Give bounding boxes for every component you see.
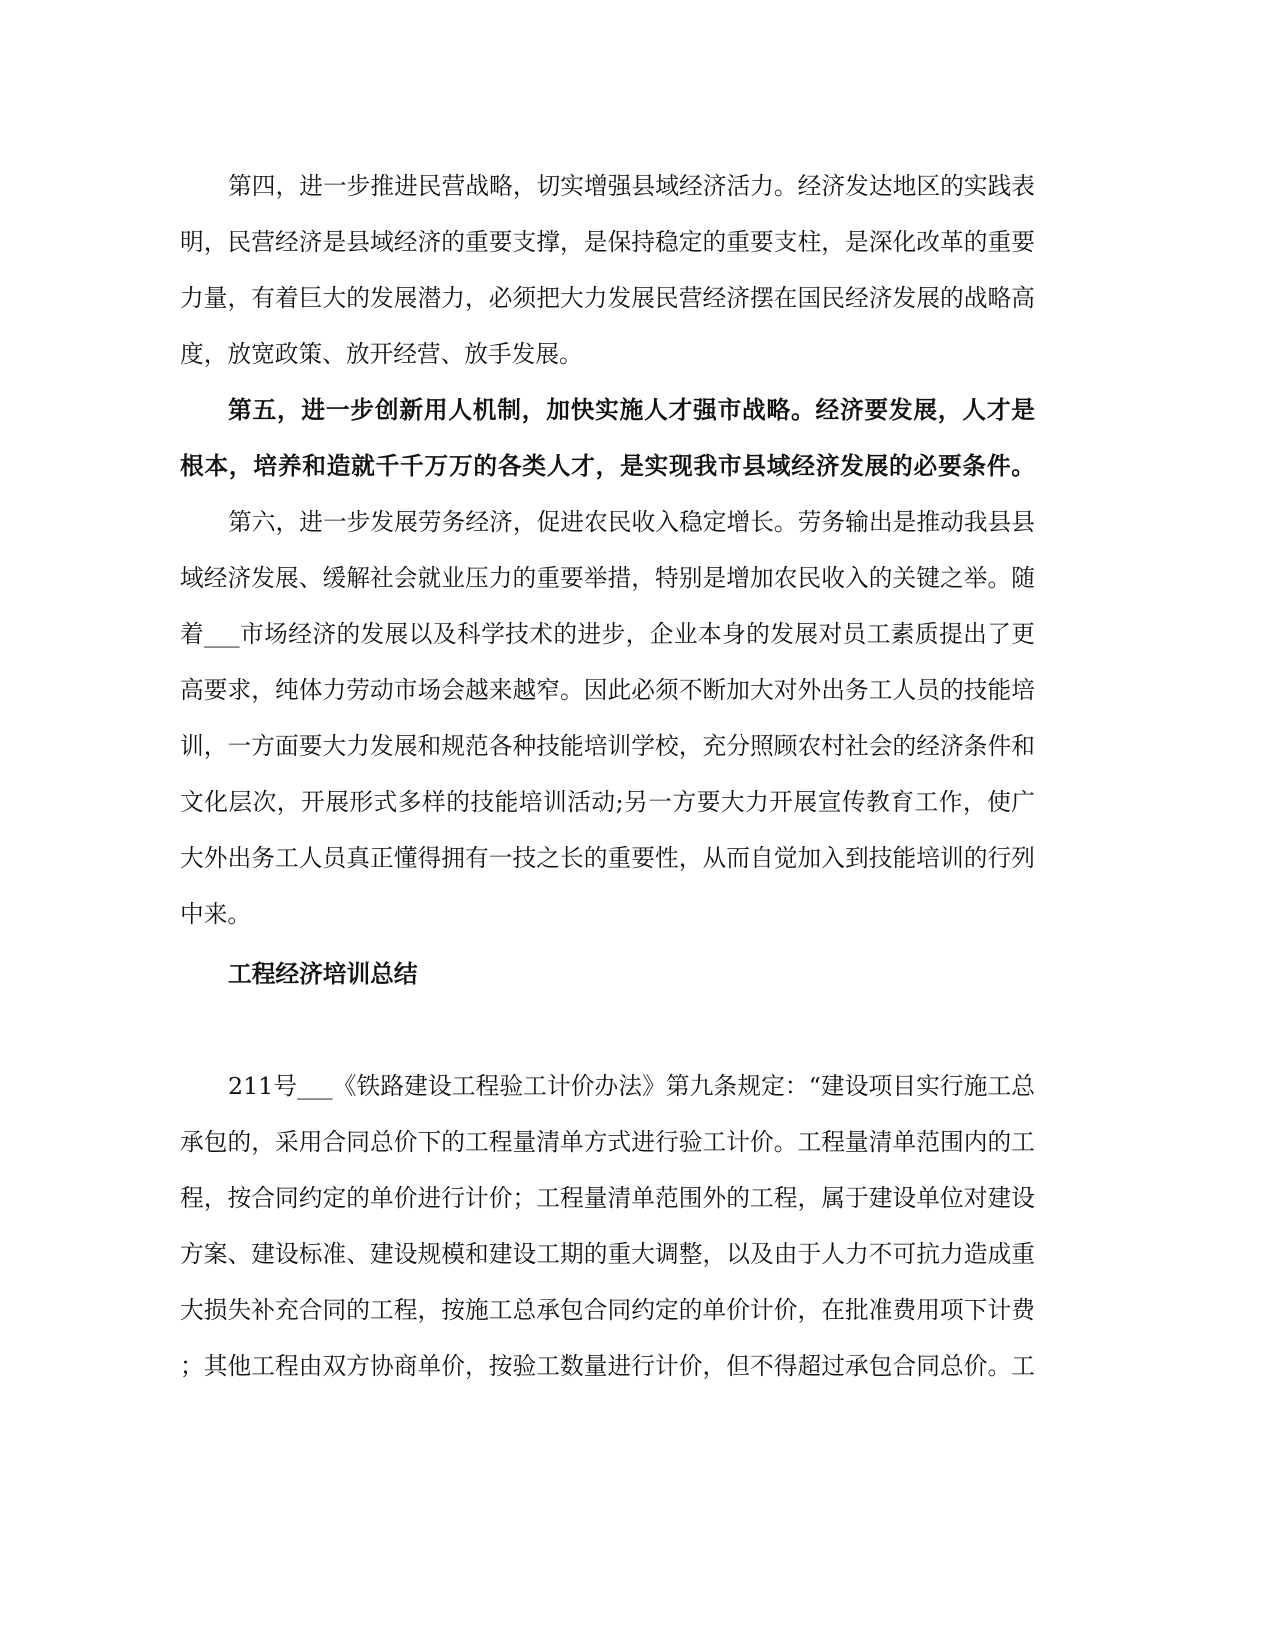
paragraph-line: 域经济发展、缓解社会就业压力的重要举措，特别是增加农民收入的关键之举。随	[180, 564, 1035, 592]
paragraph-line: 文化层次，开展形式多样的技能培训活动;另一方要大力开展宣传教育工作，使广	[180, 788, 1035, 816]
paragraph-line: 第五，进一步创新用人机制，加快实施人才强市战略。经济要发展，人才是	[228, 396, 1035, 424]
paragraph-line: 明，民营经济是县域经济的重要支撑，是保持稳定的重要支柱，是深化改革的重要	[180, 228, 1035, 256]
paragraph-line: 力量，有着巨大的发展潜力，必须把大力发展民营经济摆在国民经济发展的战略高	[180, 284, 1035, 312]
paragraph-line: 承包的，采用合同总价下的工程量清单方式进行验工计价。工程量清单范围内的工	[180, 1128, 1035, 1156]
paragraph-line: 大损失补充合同的工程，按施工总承包合同约定的单价计价，在批准费用项下计费	[180, 1296, 1035, 1324]
paragraph-line: 着___市场经济的发展以及科学技术的进步，企业本身的发展对员工素质提出了更	[180, 620, 1035, 648]
paragraph-line: 211号___《铁路建设工程验工计价办法》第九条规定：“建设项目实行施工总	[228, 1072, 1035, 1100]
paragraph-line: 程，按合同约定的单价进行计价；工程量清单范围外的工程，属于建设单位对建设	[180, 1184, 1035, 1212]
paragraph-line: ；其他工程由双方协商单价，按验工数量进行计价，但不得超过承包合同总价。工	[180, 1352, 1035, 1380]
paragraph-line: 中来。	[180, 900, 252, 928]
paragraph-line: 方案、建设标准、建设规模和建设工期的重大调整，以及由于人力不可抗力造成重	[180, 1240, 1035, 1268]
paragraph-line: 第六，进一步发展劳务经济，促进农民收入稳定增长。劳务输出是推动我县县	[228, 508, 1035, 536]
paragraph-line: 高要求，纯体力劳动市场会越来越窄。因此必须不断加大对外出务工人员的技能培	[180, 676, 1035, 704]
paragraph-line: 第四，进一步推进民营战略，切实增强县域经济活力。经济发达地区的实践表	[228, 172, 1035, 200]
paragraph-line: 训，一方面要大力发展和规范各种技能培训学校，充分照顾农村社会的经济条件和	[180, 732, 1035, 760]
section-heading: 工程经济培训总结	[228, 960, 418, 988]
paragraph-line: 根本，培养和造就千千万万的各类人才，是实现我市县域经济发展的必要条件。	[180, 452, 1035, 480]
paragraph-line: 度，放宽政策、放开经营、放手发展。	[180, 340, 583, 368]
paragraph-line: 大外出务工人员真正懂得拥有一技之长的重要性，从而自觉加入到技能培训的行列	[180, 844, 1035, 872]
